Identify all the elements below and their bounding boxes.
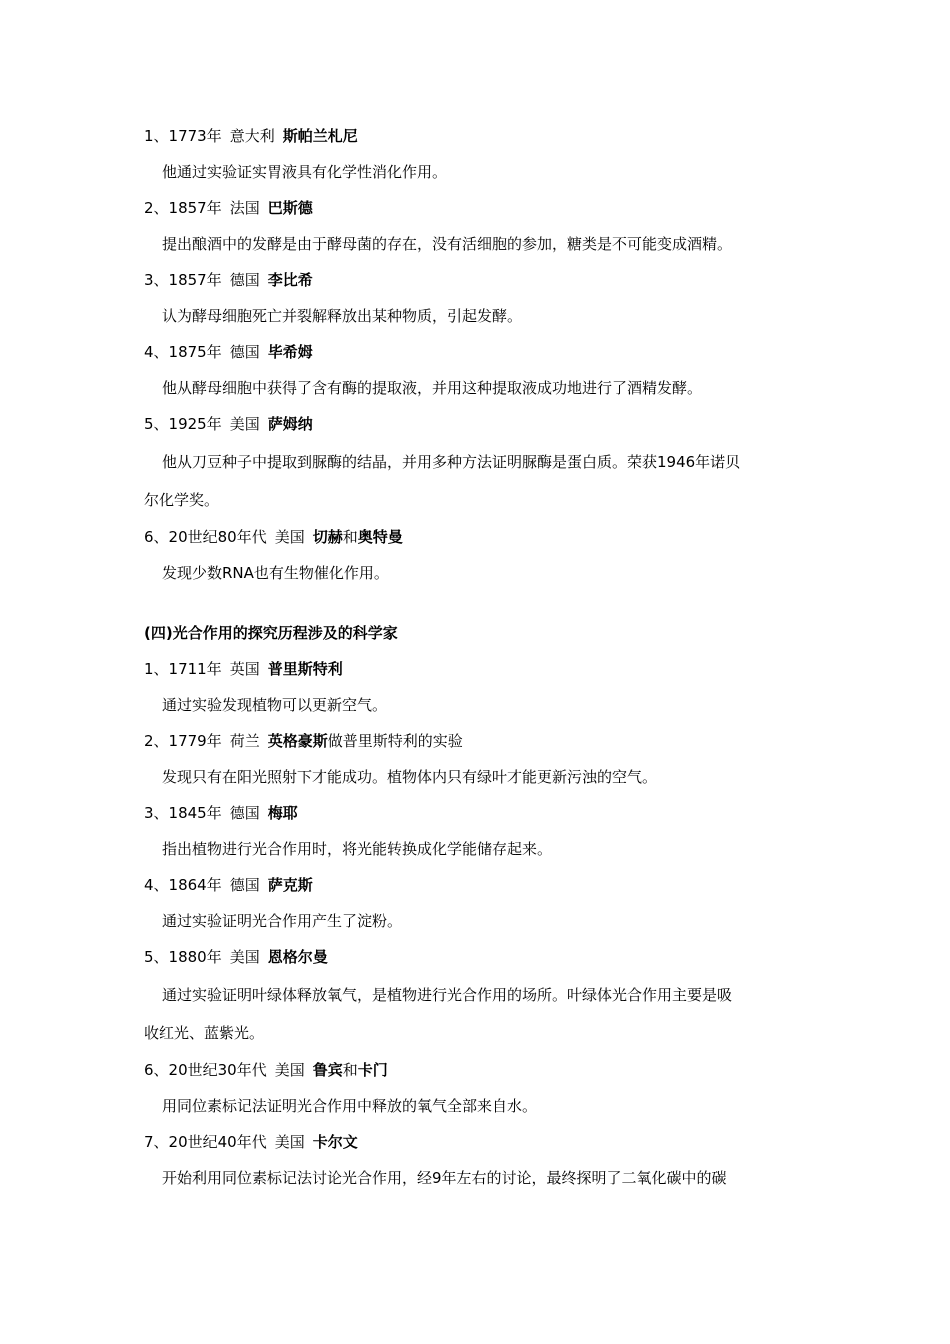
- entry-description: 指出植物进行光合作用时，将光能转换成化学能储存起来。: [162, 840, 553, 858]
- scientist-name: 巴斯德: [267, 199, 313, 217]
- entry-description-continued: 收红光、蓝紫光。: [144, 1024, 265, 1042]
- scientist-name: 萨克斯: [267, 876, 313, 894]
- entry-description: 发现少数RNA也有生物催化作用。: [162, 564, 389, 582]
- entry-heading: [144, 1060, 388, 1080]
- entry-description: 他从刀豆种子中提取到脲酶的结晶，并用多种方法证明脲酶是蛋白质。荣获1946年诺贝: [162, 453, 741, 471]
- scientist-name: 毕希姆: [267, 343, 313, 361]
- scientist-name: 鲁宾: [312, 1061, 343, 1079]
- entry-country: 德国: [229, 271, 260, 289]
- entry-year: 3、1857年: [144, 271, 222, 289]
- entry-description: 开始利用同位素标记法讨论光合作用，经9年左右的讨论，最终探明了二氧化碳中的碳: [162, 1169, 727, 1187]
- scientist-name: 切赫: [312, 528, 343, 546]
- entry-year: 5、1880年: [144, 948, 222, 966]
- scientist-name: 斯帕兰札尼: [282, 127, 358, 145]
- entry-year: 7、20世纪40年代: [144, 1133, 267, 1151]
- entry-country: 意大利: [229, 127, 275, 145]
- entry-country: 德国: [229, 876, 260, 894]
- entry-year: 6、20世纪80年代: [144, 528, 267, 546]
- entry-heading: [144, 270, 313, 290]
- entry-heading: [144, 947, 328, 967]
- scientist-name: 萨姆纳: [267, 415, 313, 433]
- entry-heading: [144, 875, 313, 895]
- entry-year: 5、1925年: [144, 415, 222, 433]
- entry-country: 德国: [229, 343, 260, 361]
- entry-heading: [144, 803, 298, 823]
- conjunction: 和: [342, 1061, 358, 1079]
- entry-country: 荷兰: [229, 732, 260, 750]
- entry-country: 英国: [229, 660, 260, 678]
- entry-year: 2、1779年: [144, 732, 222, 750]
- entry-year: 6、20世纪30年代: [144, 1061, 267, 1079]
- entry-country: 美国: [229, 948, 260, 966]
- entry-description: 通过实验证明叶绿体释放氧气，是植物进行光合作用的场所。叶绿体光合作用主要是吸: [162, 986, 733, 1004]
- entry-description: 用同位素标记法证明光合作用中释放的氧气全部来自水。: [162, 1097, 538, 1115]
- entry-heading: [144, 198, 313, 218]
- entry-description: 通过实验证明光合作用产生了淀粉。: [162, 912, 403, 930]
- conjunction: 和: [342, 528, 358, 546]
- section-title: (四)光合作用的探究历程涉及的科学家: [144, 624, 398, 642]
- entry-heading: [144, 1132, 358, 1152]
- entry-description: 他通过实验证实胃液具有化学性消化作用。: [162, 163, 448, 181]
- entry-heading: [144, 527, 403, 547]
- entry-country: 美国: [274, 1061, 305, 1079]
- entry-country: 法国: [229, 199, 260, 217]
- entry-description: 认为酵母细胞死亡并裂解释放出某种物质，引起发酵。: [162, 307, 523, 325]
- entry-country: 美国: [229, 415, 260, 433]
- scientist-name: 卡尔文: [312, 1133, 358, 1151]
- entry-heading: [144, 414, 313, 434]
- entry-country: 德国: [229, 804, 260, 822]
- entry-heading: [144, 126, 358, 146]
- entry-description-continued: 尔化学奖。: [144, 491, 220, 509]
- entry-description: 通过实验发现植物可以更新空气。: [162, 696, 388, 714]
- entry-heading: [144, 342, 313, 362]
- entry-year: 2、1857年: [144, 199, 222, 217]
- entry-year: 4、1864年: [144, 876, 222, 894]
- entry-description: 提出酿酒中的发酵是由于酵母菌的存在，没有活细胞的参加，糖类是不可能变成酒精。: [162, 235, 733, 253]
- scientist-name: 梅耶: [267, 804, 298, 822]
- entry-description: 发现只有在阳光照射下才能成功。植物体内只有绿叶才能更新污浊的空气。: [162, 768, 658, 786]
- scientist-name: 恩格尔曼: [267, 948, 328, 966]
- entry-heading: [144, 659, 343, 679]
- entry-year: 1、1711年: [144, 660, 222, 678]
- entry-country: 美国: [274, 1133, 305, 1151]
- entry-description: 他从酵母细胞中获得了含有酶的提取液，并用这种提取液成功地进行了酒精发酵。: [162, 379, 703, 397]
- entry-heading: [144, 731, 463, 751]
- scientist-name: 普里斯特利: [267, 660, 343, 678]
- entry-country: 美国: [274, 528, 305, 546]
- scientist-name: 李比希: [267, 271, 313, 289]
- entry-year: 3、1845年: [144, 804, 222, 822]
- entry-note: 做普里斯特利的实验: [327, 732, 463, 750]
- scientist-name-2: 奥特曼: [357, 528, 403, 546]
- scientist-name: 英格豪斯: [267, 732, 328, 750]
- scientist-name-2: 卡门: [357, 1061, 388, 1079]
- entry-year: 1、1773年: [144, 127, 222, 145]
- entry-year: 4、1875年: [144, 343, 222, 361]
